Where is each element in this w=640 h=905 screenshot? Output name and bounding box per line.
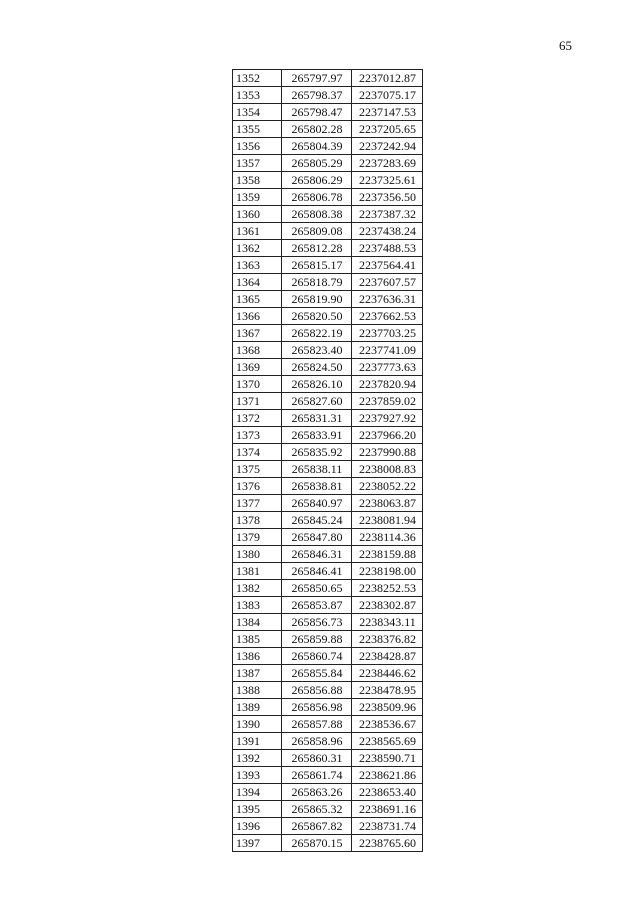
x-coordinate-cell: 265833.91 xyxy=(282,427,352,444)
y-coordinate-cell: 2237075.17 xyxy=(352,87,423,104)
table-row xyxy=(233,614,423,631)
x-coordinate-cell: 265822.19 xyxy=(282,325,352,342)
point-id-cell: 1386 xyxy=(233,648,282,665)
point-id-cell: 1375 xyxy=(233,461,282,478)
x-coordinate-cell: 265861.74 xyxy=(282,767,352,784)
page-number: 65 xyxy=(559,38,572,53)
x-coordinate-cell: 265870.15 xyxy=(282,835,352,852)
y-coordinate-cell: 2238565.69 xyxy=(352,733,423,750)
y-coordinate-cell: 2237356.50 xyxy=(352,189,423,206)
table-row xyxy=(233,631,423,648)
table-row xyxy=(233,733,423,750)
table-row xyxy=(233,784,423,801)
x-coordinate-cell: 265853.87 xyxy=(282,597,352,614)
y-coordinate-cell: 2238621.86 xyxy=(352,767,423,784)
y-coordinate-cell: 2238765.60 xyxy=(352,835,423,852)
table-row xyxy=(233,716,423,733)
point-id-cell: 1359 xyxy=(233,189,282,206)
x-coordinate-cell: 265802.28 xyxy=(282,121,352,138)
point-id-cell: 1390 xyxy=(233,716,282,733)
x-coordinate-cell: 265818.79 xyxy=(282,274,352,291)
point-id-cell: 1352 xyxy=(233,70,282,87)
point-id-cell: 1372 xyxy=(233,410,282,427)
table-row xyxy=(233,325,423,342)
x-coordinate-cell: 265823.40 xyxy=(282,342,352,359)
table-row xyxy=(233,172,423,189)
point-id-cell: 1387 xyxy=(233,665,282,682)
table-row xyxy=(233,580,423,597)
point-id-cell: 1377 xyxy=(233,495,282,512)
point-id-cell: 1396 xyxy=(233,818,282,835)
x-coordinate-cell: 265824.50 xyxy=(282,359,352,376)
y-coordinate-cell: 2237859.02 xyxy=(352,393,423,410)
x-coordinate-cell: 265865.32 xyxy=(282,801,352,818)
x-coordinate-cell: 265835.92 xyxy=(282,444,352,461)
point-id-cell: 1364 xyxy=(233,274,282,291)
table-row xyxy=(233,427,423,444)
point-id-cell: 1358 xyxy=(233,172,282,189)
table-row xyxy=(233,70,423,87)
y-coordinate-cell: 2237205.65 xyxy=(352,121,423,138)
table-row xyxy=(233,138,423,155)
y-coordinate-cell: 2238198.00 xyxy=(352,563,423,580)
table-row xyxy=(233,512,423,529)
y-coordinate-cell: 2238159.88 xyxy=(352,546,423,563)
y-coordinate-cell: 2238302.87 xyxy=(352,597,423,614)
y-coordinate-cell: 2238081.94 xyxy=(352,512,423,529)
point-id-cell: 1370 xyxy=(233,376,282,393)
table-row xyxy=(233,597,423,614)
point-id-cell: 1369 xyxy=(233,359,282,376)
point-id-cell: 1388 xyxy=(233,682,282,699)
y-coordinate-cell: 2237242.94 xyxy=(352,138,423,155)
table-row xyxy=(233,665,423,682)
x-coordinate-cell: 265820.50 xyxy=(282,308,352,325)
point-id-cell: 1366 xyxy=(233,308,282,325)
table-row xyxy=(233,308,423,325)
x-coordinate-cell: 265805.29 xyxy=(282,155,352,172)
point-id-cell: 1383 xyxy=(233,597,282,614)
y-coordinate-cell: 2238590.71 xyxy=(352,750,423,767)
table-row xyxy=(233,376,423,393)
point-id-cell: 1357 xyxy=(233,155,282,172)
y-coordinate-cell: 2237012.87 xyxy=(352,70,423,87)
table-row xyxy=(233,682,423,699)
point-id-cell: 1384 xyxy=(233,614,282,631)
table-row xyxy=(233,495,423,512)
table-row xyxy=(233,223,423,240)
y-coordinate-cell: 2237773.63 xyxy=(352,359,423,376)
x-coordinate-cell: 265804.39 xyxy=(282,138,352,155)
x-coordinate-cell: 265860.74 xyxy=(282,648,352,665)
x-coordinate-cell: 265857.88 xyxy=(282,716,352,733)
y-coordinate-cell: 2237636.31 xyxy=(352,291,423,308)
table-row xyxy=(233,818,423,835)
table-row xyxy=(233,206,423,223)
point-id-cell: 1395 xyxy=(233,801,282,818)
x-coordinate-cell: 265845.24 xyxy=(282,512,352,529)
y-coordinate-cell: 2238114.36 xyxy=(352,529,423,546)
x-coordinate-cell: 265850.65 xyxy=(282,580,352,597)
table-row xyxy=(233,563,423,580)
y-coordinate-cell: 2237325.61 xyxy=(352,172,423,189)
y-coordinate-cell: 2237387.32 xyxy=(352,206,423,223)
point-id-cell: 1362 xyxy=(233,240,282,257)
x-coordinate-cell: 265809.08 xyxy=(282,223,352,240)
y-coordinate-cell: 2237703.25 xyxy=(352,325,423,342)
table-row xyxy=(233,291,423,308)
x-coordinate-cell: 265831.31 xyxy=(282,410,352,427)
x-coordinate-cell: 265826.10 xyxy=(282,376,352,393)
y-coordinate-cell: 2238536.67 xyxy=(352,716,423,733)
y-coordinate-cell: 2237564.41 xyxy=(352,257,423,274)
point-id-cell: 1367 xyxy=(233,325,282,342)
x-coordinate-cell: 265815.17 xyxy=(282,257,352,274)
y-coordinate-cell: 2238478.95 xyxy=(352,682,423,699)
y-coordinate-cell: 2237990.88 xyxy=(352,444,423,461)
x-coordinate-cell: 265856.73 xyxy=(282,614,352,631)
point-id-cell: 1354 xyxy=(233,104,282,121)
y-coordinate-cell: 2237438.24 xyxy=(352,223,423,240)
y-coordinate-cell: 2237283.69 xyxy=(352,155,423,172)
y-coordinate-cell: 2238376.82 xyxy=(352,631,423,648)
y-coordinate-cell: 2238428.87 xyxy=(352,648,423,665)
y-coordinate-cell: 2237741.09 xyxy=(352,342,423,359)
point-id-cell: 1394 xyxy=(233,784,282,801)
point-id-cell: 1363 xyxy=(233,257,282,274)
point-id-cell: 1391 xyxy=(233,733,282,750)
x-coordinate-cell: 265827.60 xyxy=(282,393,352,410)
y-coordinate-cell: 2238731.74 xyxy=(352,818,423,835)
point-id-cell: 1373 xyxy=(233,427,282,444)
y-coordinate-cell: 2237147.53 xyxy=(352,104,423,121)
y-coordinate-cell: 2238063.87 xyxy=(352,495,423,512)
table-row xyxy=(233,801,423,818)
point-id-cell: 1374 xyxy=(233,444,282,461)
y-coordinate-cell: 2237607.57 xyxy=(352,274,423,291)
coordinate-table xyxy=(232,69,423,852)
x-coordinate-cell: 265846.31 xyxy=(282,546,352,563)
y-coordinate-cell: 2237662.53 xyxy=(352,308,423,325)
table-row xyxy=(233,393,423,410)
table-row xyxy=(233,257,423,274)
y-coordinate-cell: 2238691.16 xyxy=(352,801,423,818)
x-coordinate-cell: 265806.78 xyxy=(282,189,352,206)
table-row xyxy=(233,87,423,104)
point-id-cell: 1393 xyxy=(233,767,282,784)
y-coordinate-cell: 2238446.62 xyxy=(352,665,423,682)
y-coordinate-cell: 2238653.40 xyxy=(352,784,423,801)
table-row xyxy=(233,461,423,478)
x-coordinate-cell: 265797.97 xyxy=(282,70,352,87)
x-coordinate-cell: 265806.29 xyxy=(282,172,352,189)
x-coordinate-cell: 265855.84 xyxy=(282,665,352,682)
table-row xyxy=(233,274,423,291)
x-coordinate-cell: 265847.80 xyxy=(282,529,352,546)
table-row xyxy=(233,648,423,665)
table-row xyxy=(233,155,423,172)
x-coordinate-cell: 265859.88 xyxy=(282,631,352,648)
x-coordinate-cell: 265846.41 xyxy=(282,563,352,580)
point-id-cell: 1376 xyxy=(233,478,282,495)
x-coordinate-cell: 265858.96 xyxy=(282,733,352,750)
point-id-cell: 1360 xyxy=(233,206,282,223)
table-row xyxy=(233,546,423,563)
table-row xyxy=(233,189,423,206)
point-id-cell: 1353 xyxy=(233,87,282,104)
table-row xyxy=(233,342,423,359)
y-coordinate-cell: 2238052.22 xyxy=(352,478,423,495)
point-id-cell: 1378 xyxy=(233,512,282,529)
x-coordinate-cell: 265840.97 xyxy=(282,495,352,512)
point-id-cell: 1380 xyxy=(233,546,282,563)
x-coordinate-cell: 265838.11 xyxy=(282,461,352,478)
y-coordinate-cell: 2237927.92 xyxy=(352,410,423,427)
table-row xyxy=(233,529,423,546)
point-id-cell: 1365 xyxy=(233,291,282,308)
y-coordinate-cell: 2238509.96 xyxy=(352,699,423,716)
table-row xyxy=(233,767,423,784)
point-id-cell: 1355 xyxy=(233,121,282,138)
point-id-cell: 1379 xyxy=(233,529,282,546)
point-id-cell: 1382 xyxy=(233,580,282,597)
point-id-cell: 1361 xyxy=(233,223,282,240)
x-coordinate-cell: 265798.37 xyxy=(282,87,352,104)
point-id-cell: 1385 xyxy=(233,631,282,648)
table-row xyxy=(233,121,423,138)
coordinate-table-body xyxy=(233,70,423,852)
table-row xyxy=(233,410,423,427)
point-id-cell: 1381 xyxy=(233,563,282,580)
x-coordinate-cell: 265856.88 xyxy=(282,682,352,699)
x-coordinate-cell: 265838.81 xyxy=(282,478,352,495)
point-id-cell: 1371 xyxy=(233,393,282,410)
x-coordinate-cell: 265860.31 xyxy=(282,750,352,767)
table-row xyxy=(233,359,423,376)
table-row xyxy=(233,444,423,461)
table-row xyxy=(233,835,423,852)
y-coordinate-cell: 2238343.11 xyxy=(352,614,423,631)
y-coordinate-cell: 2237488.53 xyxy=(352,240,423,257)
x-coordinate-cell: 265819.90 xyxy=(282,291,352,308)
y-coordinate-cell: 2238252.53 xyxy=(352,580,423,597)
x-coordinate-cell: 265863.26 xyxy=(282,784,352,801)
x-coordinate-cell: 265812.28 xyxy=(282,240,352,257)
y-coordinate-cell: 2237966.20 xyxy=(352,427,423,444)
x-coordinate-cell: 265808.38 xyxy=(282,206,352,223)
table-row xyxy=(233,750,423,767)
table-row xyxy=(233,104,423,121)
point-id-cell: 1356 xyxy=(233,138,282,155)
table-row xyxy=(233,478,423,495)
x-coordinate-cell: 265798.47 xyxy=(282,104,352,121)
table-row xyxy=(233,240,423,257)
y-coordinate-cell: 2238008.83 xyxy=(352,461,423,478)
x-coordinate-cell: 265856.98 xyxy=(282,699,352,716)
table-row xyxy=(233,699,423,716)
point-id-cell: 1392 xyxy=(233,750,282,767)
x-coordinate-cell: 265867.82 xyxy=(282,818,352,835)
point-id-cell: 1389 xyxy=(233,699,282,716)
point-id-cell: 1368 xyxy=(233,342,282,359)
y-coordinate-cell: 2237820.94 xyxy=(352,376,423,393)
point-id-cell: 1397 xyxy=(233,835,282,852)
